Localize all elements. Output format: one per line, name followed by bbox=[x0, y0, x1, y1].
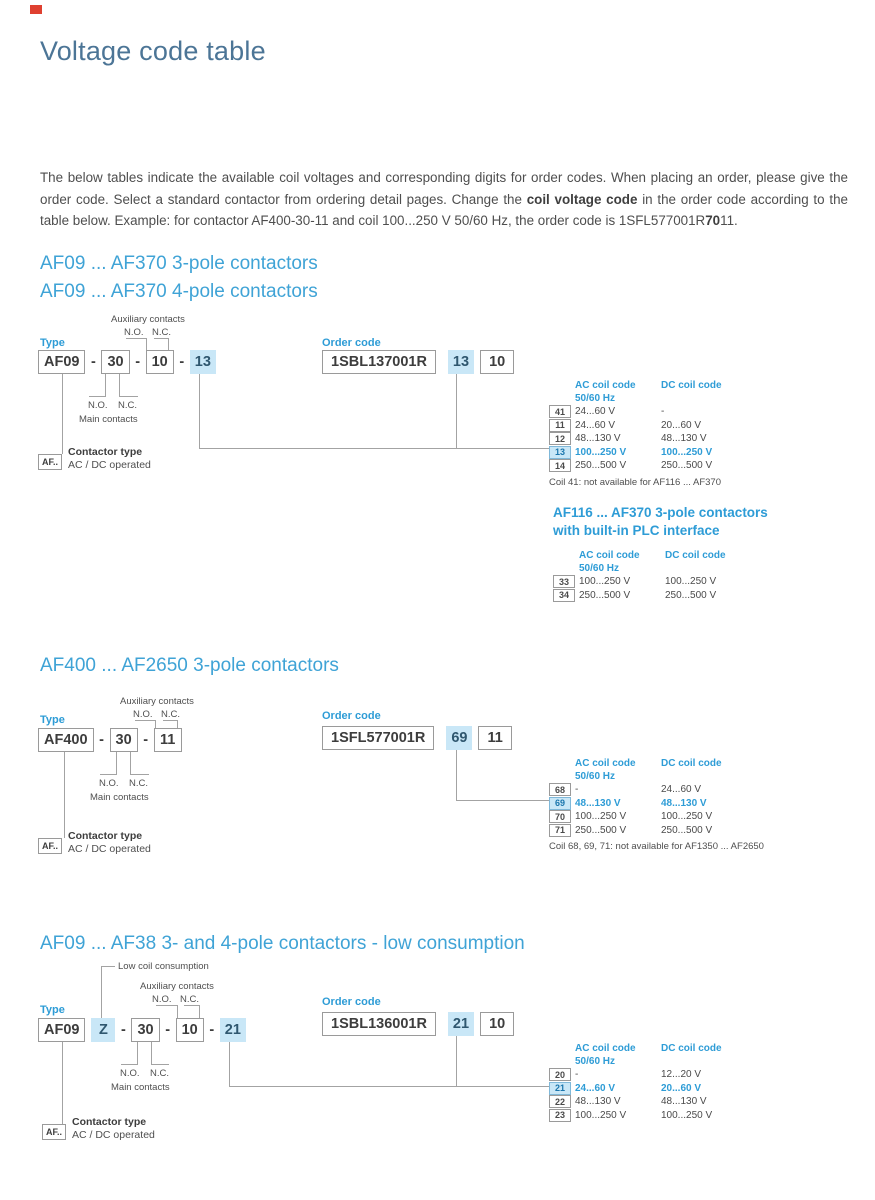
coil-code-box: 71 bbox=[549, 824, 571, 837]
af-prefix-box: AF.. bbox=[38, 454, 62, 470]
table-row bbox=[549, 1082, 789, 1096]
coil-code-box: 23 bbox=[549, 1109, 571, 1122]
table-row bbox=[549, 1041, 789, 1055]
section-heading bbox=[40, 652, 339, 680]
connector-line bbox=[119, 374, 138, 397]
coil-code-cell bbox=[549, 783, 575, 796]
coil-code-cell bbox=[549, 810, 575, 823]
connector-line bbox=[199, 448, 549, 449]
order-code-box: 1SFL577001R bbox=[322, 726, 434, 750]
main-no-label: N.O. bbox=[99, 778, 119, 789]
ac-voltage-value: 48...130 V bbox=[575, 1096, 621, 1108]
order-code-label: Order code bbox=[322, 996, 381, 1008]
dc-voltage-value: 48...130 V bbox=[661, 433, 707, 445]
intro-text: 11. bbox=[720, 213, 738, 229]
type-designation-row bbox=[38, 1018, 246, 1042]
coil-code-box: 41 bbox=[549, 405, 571, 418]
coil-code-cell bbox=[549, 797, 575, 810]
ac-voltage-value: 100...250 V bbox=[575, 1109, 627, 1121]
dash-separator: - bbox=[209, 1022, 215, 1038]
table-row bbox=[549, 1109, 789, 1123]
coil-code-cell bbox=[549, 824, 575, 837]
table-row bbox=[549, 1055, 789, 1067]
aux-no-label: N.O. bbox=[133, 709, 153, 720]
connector-line bbox=[130, 752, 149, 775]
dc-voltage-value: 24...60 V bbox=[661, 784, 702, 796]
coil-code-box: 14 bbox=[549, 459, 571, 472]
dc-coil-code-header: DC coil code bbox=[661, 757, 722, 769]
order-code-box: 11 bbox=[478, 726, 511, 750]
connector-line bbox=[184, 1005, 200, 1019]
main-nc-label: N.C. bbox=[129, 778, 148, 789]
type-code-box: AF09 bbox=[38, 1018, 85, 1042]
coil-code-box: 34 bbox=[553, 589, 575, 602]
order-code-box: 1SBL137001R bbox=[322, 350, 436, 374]
connector-line bbox=[199, 374, 200, 448]
table-row bbox=[549, 1095, 789, 1109]
ac-coil-code-header: AC coil code bbox=[575, 757, 636, 769]
low-coil-consumption-label: Low coil consumption bbox=[118, 961, 209, 972]
dash-separator: - bbox=[165, 1022, 171, 1038]
main-contacts-label: Main contacts bbox=[111, 1082, 170, 1093]
coil-code-box: 68 bbox=[549, 783, 571, 796]
dash-separator: - bbox=[135, 354, 141, 370]
coil-code-cell bbox=[549, 419, 575, 432]
dc-voltage-value: 100...250 V bbox=[665, 576, 717, 588]
table-row bbox=[549, 378, 789, 392]
dash-separator: - bbox=[99, 732, 104, 748]
type-code-box: 10 bbox=[146, 350, 174, 374]
table-row bbox=[553, 562, 793, 574]
aux-contacts-label: Auxiliary contacts bbox=[140, 981, 214, 992]
plc-subheading-line: AF116 ... AF370 3-pole contactors bbox=[553, 505, 768, 520]
coil-voltage-table bbox=[549, 756, 789, 852]
connector-line bbox=[456, 1036, 457, 1086]
af-prefix-box: AF.. bbox=[38, 838, 62, 854]
table-row bbox=[549, 419, 789, 433]
dc-voltage-value: 20...60 V bbox=[661, 419, 702, 431]
voltage-code-chip: 13 bbox=[448, 350, 474, 374]
dc-voltage-value: 48...130 V bbox=[661, 1096, 707, 1108]
coil-voltage-table bbox=[549, 378, 789, 488]
dc-voltage-value: 12...20 V bbox=[661, 1069, 702, 1081]
connector-line bbox=[62, 374, 63, 454]
coil-code-cell bbox=[553, 589, 579, 602]
intro-paragraph bbox=[40, 167, 848, 232]
order-code-row bbox=[322, 350, 514, 374]
table-row bbox=[549, 459, 789, 473]
ac-voltage-value: 24...60 V bbox=[575, 1082, 616, 1094]
aux-contacts-label: Auxiliary contacts bbox=[120, 696, 194, 707]
dash-separator: - bbox=[179, 354, 185, 370]
contactor-type-label: Contactor type bbox=[72, 1116, 147, 1128]
dc-coil-code-header: DC coil code bbox=[661, 379, 722, 391]
aux-no-label: N.O. bbox=[124, 327, 144, 338]
coil-code-box: 21 bbox=[549, 1082, 571, 1095]
table-row bbox=[549, 756, 789, 770]
coil-code-cell bbox=[553, 575, 579, 588]
order-code-row bbox=[322, 726, 512, 750]
aux-no-label: N.O. bbox=[152, 994, 172, 1005]
dc-voltage-value: 48...130 V bbox=[661, 797, 707, 809]
order-code-row bbox=[322, 1012, 514, 1036]
connector-line bbox=[156, 1005, 178, 1019]
ac-voltage-value: 100...250 V bbox=[575, 446, 627, 458]
aux-contacts-label: Auxiliary contacts bbox=[111, 314, 185, 325]
ac-voltage-value: 250...500 V bbox=[575, 460, 627, 472]
dc-voltage-value: 100...250 V bbox=[661, 446, 713, 458]
ac-voltage-value: - bbox=[575, 1069, 579, 1081]
table-row bbox=[549, 824, 789, 838]
type-code-box: 10 bbox=[176, 1018, 204, 1042]
table-row bbox=[553, 575, 793, 589]
order-code-box: 10 bbox=[480, 1012, 514, 1036]
table-row bbox=[553, 548, 793, 562]
dc-voltage-value: 250...500 V bbox=[661, 460, 713, 472]
ac-voltage-value: 24...60 V bbox=[575, 419, 616, 431]
ac-coil-code-header: AC coil code bbox=[575, 1042, 636, 1054]
dash-separator: - bbox=[121, 1022, 126, 1038]
coil-code-box: 13 bbox=[549, 446, 571, 459]
main-contacts-label: Main contacts bbox=[90, 792, 149, 803]
table-row bbox=[549, 405, 789, 419]
frequency-label: 50/60 Hz bbox=[575, 1055, 616, 1067]
coil-code-cell bbox=[549, 405, 575, 418]
coil-code-cell bbox=[549, 446, 575, 459]
type-designation-row bbox=[38, 350, 216, 374]
section-heading-line: AF09 ... AF370 3-pole contactors bbox=[40, 253, 318, 274]
page-title: Voltage code table bbox=[40, 36, 266, 66]
voltage-code-chip: 21 bbox=[448, 1012, 474, 1036]
connector-line bbox=[89, 374, 106, 397]
dc-voltage-value: 20...60 V bbox=[661, 1082, 702, 1094]
dc-voltage-value: 250...500 V bbox=[661, 824, 713, 836]
table-row bbox=[549, 783, 789, 797]
aux-nc-label: N.C. bbox=[161, 709, 180, 720]
type-designation-row bbox=[38, 728, 182, 752]
plc-coil-voltage-table bbox=[553, 548, 793, 602]
connector-line bbox=[101, 966, 115, 1019]
connector-line bbox=[456, 800, 549, 801]
table-row bbox=[549, 1068, 789, 1082]
frequency-label: 50/60 Hz bbox=[575, 392, 616, 404]
coil-code-cell bbox=[549, 459, 575, 472]
coil-code-cell bbox=[549, 1082, 575, 1095]
order-code-label: Order code bbox=[322, 710, 381, 722]
contactor-type-label: Contactor type bbox=[68, 830, 143, 842]
coil-code-box: 22 bbox=[549, 1095, 571, 1108]
connector-line bbox=[229, 1086, 549, 1087]
order-code-label: Order code bbox=[322, 337, 381, 349]
table-row bbox=[549, 432, 789, 446]
connector-line bbox=[62, 1042, 63, 1124]
coil-code-box: 12 bbox=[549, 432, 571, 445]
aux-nc-label: N.C. bbox=[152, 327, 171, 338]
coil-code-box: 11 bbox=[549, 419, 571, 432]
coil-code-cell bbox=[549, 1095, 575, 1108]
table-note: Coil 41: not available for AF116 ... AF370 bbox=[549, 476, 721, 488]
main-no-label: N.O. bbox=[88, 400, 108, 411]
type-code-box: AF09 bbox=[38, 350, 85, 374]
aux-nc-label: N.C. bbox=[180, 994, 199, 1005]
dash-separator: - bbox=[91, 354, 96, 370]
connector-line bbox=[121, 1042, 138, 1065]
intro-text: in the order code according to the table below. Example: for contactor AF400-30-11 and coil 100...250 V 50/60 Hz, the order code is 1SFL577001R bbox=[40, 191, 848, 229]
frequency-label: 50/60 Hz bbox=[575, 770, 616, 782]
dc-voltage-value: 100...250 V bbox=[661, 811, 713, 823]
main-no-label: N.O. bbox=[120, 1068, 140, 1079]
table-row bbox=[549, 392, 789, 404]
af-prefix-box: AF.. bbox=[42, 1124, 66, 1140]
dc-coil-code-header: DC coil code bbox=[661, 1042, 722, 1054]
type-label: Type bbox=[40, 337, 65, 349]
ac-voltage-value: 100...250 V bbox=[575, 811, 627, 823]
intro-bold-code-digits: 70 bbox=[705, 213, 721, 229]
table-row bbox=[549, 797, 789, 811]
ac-dc-operated-label: AC / DC operated bbox=[68, 843, 151, 855]
main-nc-label: N.C. bbox=[118, 400, 137, 411]
connector-line bbox=[64, 752, 65, 838]
frequency-label: 50/60 Hz bbox=[579, 562, 620, 574]
intro-bold-coil-voltage-code: coil voltage code bbox=[526, 191, 638, 207]
voltage-code-chip: 69 bbox=[446, 726, 472, 750]
connector-line bbox=[456, 374, 457, 448]
plc-subheading bbox=[553, 504, 768, 540]
section-heading-line: AF09 ... AF38 3- and 4-pole contactors - low consumption bbox=[40, 933, 525, 954]
voltage-code-chip: 13 bbox=[190, 350, 216, 374]
section-af400-af2650 bbox=[0, 650, 875, 930]
connector-line bbox=[100, 752, 117, 775]
dc-voltage-value: - bbox=[661, 406, 665, 418]
coil-code-cell bbox=[549, 432, 575, 445]
section-heading bbox=[40, 930, 525, 958]
intro-text: The below tables indicate the available coil voltages and corresponding digits for order codes. When placing an order, please give the order code. Select a standard contactor from ordering detail pages. Change the bbox=[40, 170, 848, 207]
ac-voltage-value: 48...130 V bbox=[575, 433, 621, 445]
table-row bbox=[553, 589, 793, 603]
section-af09-af38-low-consumption bbox=[0, 930, 875, 1200]
type-code-box: 11 bbox=[154, 728, 182, 752]
main-contacts-label: Main contacts bbox=[79, 414, 138, 425]
connector-line bbox=[151, 1042, 169, 1065]
dc-voltage-value: 100...250 V bbox=[661, 1109, 713, 1121]
voltage-code-chip: Z bbox=[91, 1018, 115, 1042]
ac-voltage-value: 250...500 V bbox=[579, 589, 631, 601]
ac-voltage-value: 100...250 V bbox=[579, 576, 631, 588]
ac-coil-code-header: AC coil code bbox=[575, 379, 636, 391]
plc-subheading-line: with built-in PLC interface bbox=[553, 523, 720, 538]
ac-voltage-value: 250...500 V bbox=[575, 824, 627, 836]
dash-separator: - bbox=[143, 732, 149, 748]
type-code-box: 30 bbox=[131, 1018, 159, 1042]
ac-dc-operated-label: AC / DC operated bbox=[72, 1129, 155, 1141]
contactor-type-label: Contactor type bbox=[68, 446, 143, 458]
type-code-box: AF400 bbox=[38, 728, 94, 752]
dc-voltage-value: 250...500 V bbox=[665, 589, 717, 601]
section-heading-line: AF400 ... AF2650 3-pole contactors bbox=[40, 655, 339, 676]
coil-code-cell bbox=[549, 1109, 575, 1122]
order-code-box: 10 bbox=[480, 350, 514, 374]
coil-code-cell bbox=[549, 1068, 575, 1081]
table-row bbox=[549, 446, 789, 460]
coil-code-box: 70 bbox=[549, 810, 571, 823]
page-marker bbox=[30, 5, 42, 14]
coil-code-box: 20 bbox=[549, 1068, 571, 1081]
dc-coil-code-header: DC coil code bbox=[665, 549, 726, 561]
ac-dc-operated-label: AC / DC operated bbox=[68, 459, 151, 471]
voltage-code-chip: 21 bbox=[220, 1018, 246, 1042]
type-code-box: 30 bbox=[110, 728, 138, 752]
order-code-box: 1SBL136001R bbox=[322, 1012, 436, 1036]
coil-code-box: 69 bbox=[549, 797, 571, 810]
coil-code-box: 33 bbox=[553, 575, 575, 588]
coil-voltage-table bbox=[549, 1041, 789, 1122]
ac-voltage-value: 48...130 V bbox=[575, 797, 621, 809]
section-heading bbox=[40, 250, 318, 306]
main-nc-label: N.C. bbox=[150, 1068, 169, 1079]
ac-coil-code-header: AC coil code bbox=[579, 549, 640, 561]
type-label: Type bbox=[40, 1004, 65, 1016]
table-note: Coil 68, 69, 71: not available for AF1350 ... AF2650 bbox=[549, 841, 764, 852]
type-code-box: 30 bbox=[101, 350, 129, 374]
connector-line bbox=[456, 750, 457, 800]
connector-line bbox=[229, 1042, 230, 1086]
section-af09-af370 bbox=[0, 250, 875, 650]
table-row bbox=[549, 770, 789, 782]
section-heading-line: AF09 ... AF370 4-pole contactors bbox=[40, 281, 318, 302]
table-row bbox=[549, 810, 789, 824]
ac-voltage-value: 24...60 V bbox=[575, 406, 616, 418]
type-label: Type bbox=[40, 714, 65, 726]
ac-voltage-value: - bbox=[575, 784, 579, 796]
